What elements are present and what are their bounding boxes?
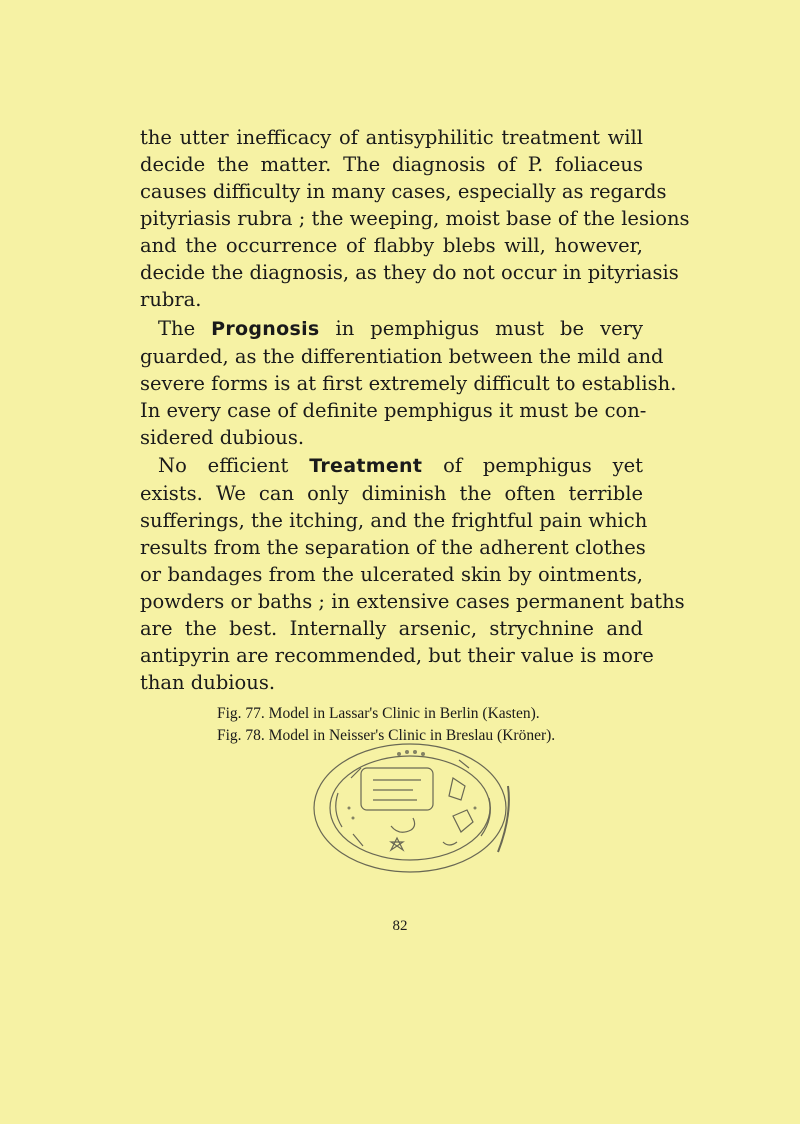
text-line: rubra. (140, 288, 202, 311)
text-line: powders or baths ; in extensive cases permanent baths (140, 590, 685, 613)
text-line: In every case of definite pemphigus it must be con- (140, 399, 647, 422)
library-stamp-seal-icon (303, 738, 518, 878)
prose-fragment: The (158, 317, 212, 340)
text-line: antipyrin are recommended, but their value is more (140, 644, 654, 667)
prose-fragment: in pemphigus must be very (319, 317, 643, 340)
prose-fragment: of pemphigus yet (422, 454, 643, 477)
text-line: guarded, as the differentiation between the mild and (140, 345, 664, 368)
section-heading-treatment: Treatment (309, 455, 423, 477)
figure-caption: Fig. 77. Model in Lassar's Clinic in Berlin (Kasten). (217, 705, 540, 722)
text-line: results from the separation of the adherent clothes (140, 536, 646, 559)
paragraph-diagnosis (140, 124, 690, 313)
text-line: decide the matter. The diagnosis of P. foliaceus (140, 153, 643, 176)
text-line: exists. We can only diminish the often terrible (140, 482, 643, 505)
text-line: are the best. Internally arsenic, strychnine and (140, 617, 643, 640)
text-line: severe forms is at first extremely difficult to establish. (140, 372, 677, 395)
text-line: the utter inefficacy of antisyphilitic treatment will (140, 126, 643, 149)
paragraph-prognosis (140, 315, 677, 451)
section-heading-prognosis: Prognosis (211, 318, 320, 340)
prose-fragment: No efficient (158, 454, 310, 477)
text-line: and the occurrence of flabby blebs will, however, (140, 234, 643, 257)
text-line: causes difficulty in many cases, especially as regards (140, 180, 667, 203)
text-line: sidered dubious. (140, 426, 305, 449)
text-line: than dubious. (140, 671, 276, 694)
paragraph-treatment (140, 452, 685, 696)
figure-caption: Fig. 78. Model in Neisser's Clinic in Breslau (Kröner). (217, 727, 556, 744)
text-line: decide the diagnosis, as they do not occur in pityriasis (140, 261, 679, 284)
text-line (140, 452, 643, 480)
text-line: pityriasis rubra ; the weeping, moist base of the lesions (140, 207, 690, 230)
text-line (140, 315, 643, 343)
text-line: or bandages from the ulcerated skin by ointments, (140, 563, 643, 586)
page-number: 82 (392, 918, 408, 934)
text-line: sufferings, the itching, and the frightful pain which (140, 509, 648, 532)
